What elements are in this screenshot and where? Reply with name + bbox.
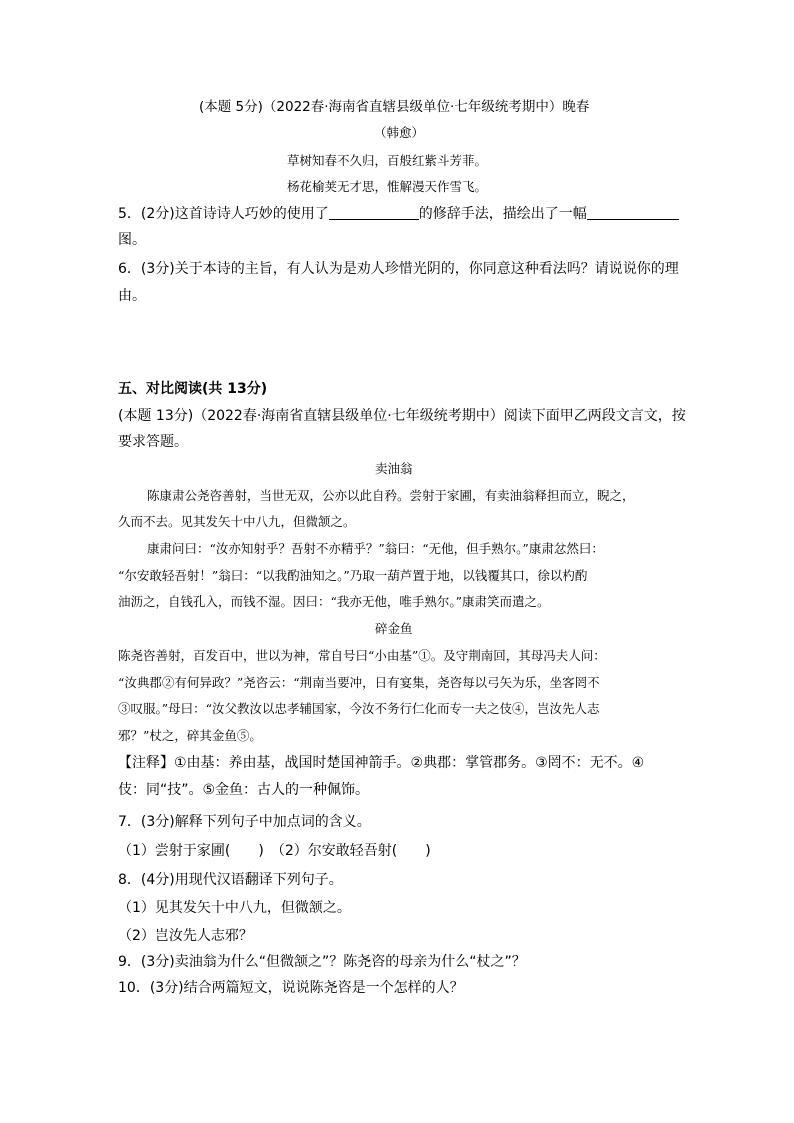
question-10: 10．(3分)结合两篇短文，说说陈尧咨是一个怎样的人？ [118, 980, 464, 996]
poem-intro: (本题 5分)（2022春·海南省直辖县级单位·七年级统考期中）晚春 [199, 99, 590, 115]
notes-line-2: 伎：同“技”。⑤金鱼：古人的一种佩饰。 [118, 782, 370, 798]
text1-line-4: “尔安敢轻吾射！”翁曰：“以我酌油知之。”乃取一葫芦置于地，以钱覆其口，徐以杓酌 [118, 568, 588, 583]
section-intro-2: 要求答题。 [118, 434, 188, 450]
q5-text-2: 的修辞手法，描绘出了一幅 [418, 206, 587, 222]
poem-line-1: 草树知春不久归，百般红紫斗芳菲。 [287, 153, 488, 168]
question-8-item-1: （1）见其发矢十中八九，但微颔之。 [118, 900, 351, 916]
text2-line-1: 陈尧咨善射，百发百中，世以为神，常自号曰“小由基”①。及守荆南回，其母冯夫人问： [118, 648, 606, 663]
section-intro-1: (本题 13分)（2022春·海南省直辖县级单位·七年级统考期中）阅读下面甲乙两段文言文，按 [118, 408, 686, 424]
q5-text-1: 5．(2分)这首诗诗人巧妙的使用了 [118, 206, 329, 222]
question-6-line-1: 6．(3分)关于本诗的主旨，有人认为是劝人珍惜光阴的，你同意这种看法吗？请说说你的理 [118, 261, 679, 277]
text1-line-5: 油沥之，自钱孔入，而钱不湿。因曰：“我亦无他，唯手熟尔。”康肃笑而遣之。 [118, 594, 550, 609]
question-9: 9．(3分)卖油翁为什么“但微颔之”？陈尧咨的母亲为什么“杖之”？ [118, 954, 526, 970]
question-6-line-2: 由。 [118, 288, 146, 304]
section-heading: 五、对比阅读(共 13分) [118, 381, 268, 397]
text1-line-3: 康肃问曰：“汝亦知射乎？吾射不亦精乎？”翁曰：“无他，但手熟尔。”康肃忿然曰： [147, 541, 604, 556]
poem-author: （韩愈） [374, 125, 425, 140]
text1-line-2: 久而不去。见其发矢十中八九，但微颔之。 [118, 514, 356, 529]
text2-line-2: “汝典郡②有何异政？”尧咨云：“荆南当要冲，日有宴集，尧咨每以弓矢为乐，坐客罔不 [118, 675, 600, 690]
question-7-stem: 7．(3分)解释下列句子中加点词的含义。 [118, 814, 371, 830]
question-7-items: （1）尝射于家圃( ) （2）尔安敢轻吾射( ) [118, 843, 431, 859]
text2-line-4: 邪？”杖之，碎其金鱼⑤。 [118, 728, 262, 743]
notes-line-1: 【注释】①由基：养由基，战国时楚国神箭手。②典郡：掌管郡务。③罔不：无不。④ [118, 755, 645, 771]
question-5 [118, 205, 679, 223]
poem-line-2: 杨花榆荚无才思，惟解漫天作雪飞。 [287, 179, 488, 194]
q5-blank-2[interactable] [587, 205, 679, 220]
text2-line-3: ③叹服。”母曰：“汝父教汝以忠孝辅国家，今汝不务行仁化而专一夫之伎④，岂汝先人志 [118, 701, 600, 716]
question-8-stem: 8．(4分)用现代汉语翻译下列句子。 [118, 872, 343, 888]
text1-title: 卖油翁 [375, 461, 413, 476]
text2-title: 碎金鱼 [375, 621, 413, 636]
text1-line-1: 陈康肃公尧咨善射，当世无双，公亦以此自矜。尝射于家圃，有卖油翁释担而立，睨之， [147, 488, 635, 503]
q5-blank-1[interactable] [329, 205, 419, 220]
question-8-item-2: （2）岂汝先人志邪？ [118, 928, 253, 944]
q5-line-2: 图。 [118, 232, 146, 248]
